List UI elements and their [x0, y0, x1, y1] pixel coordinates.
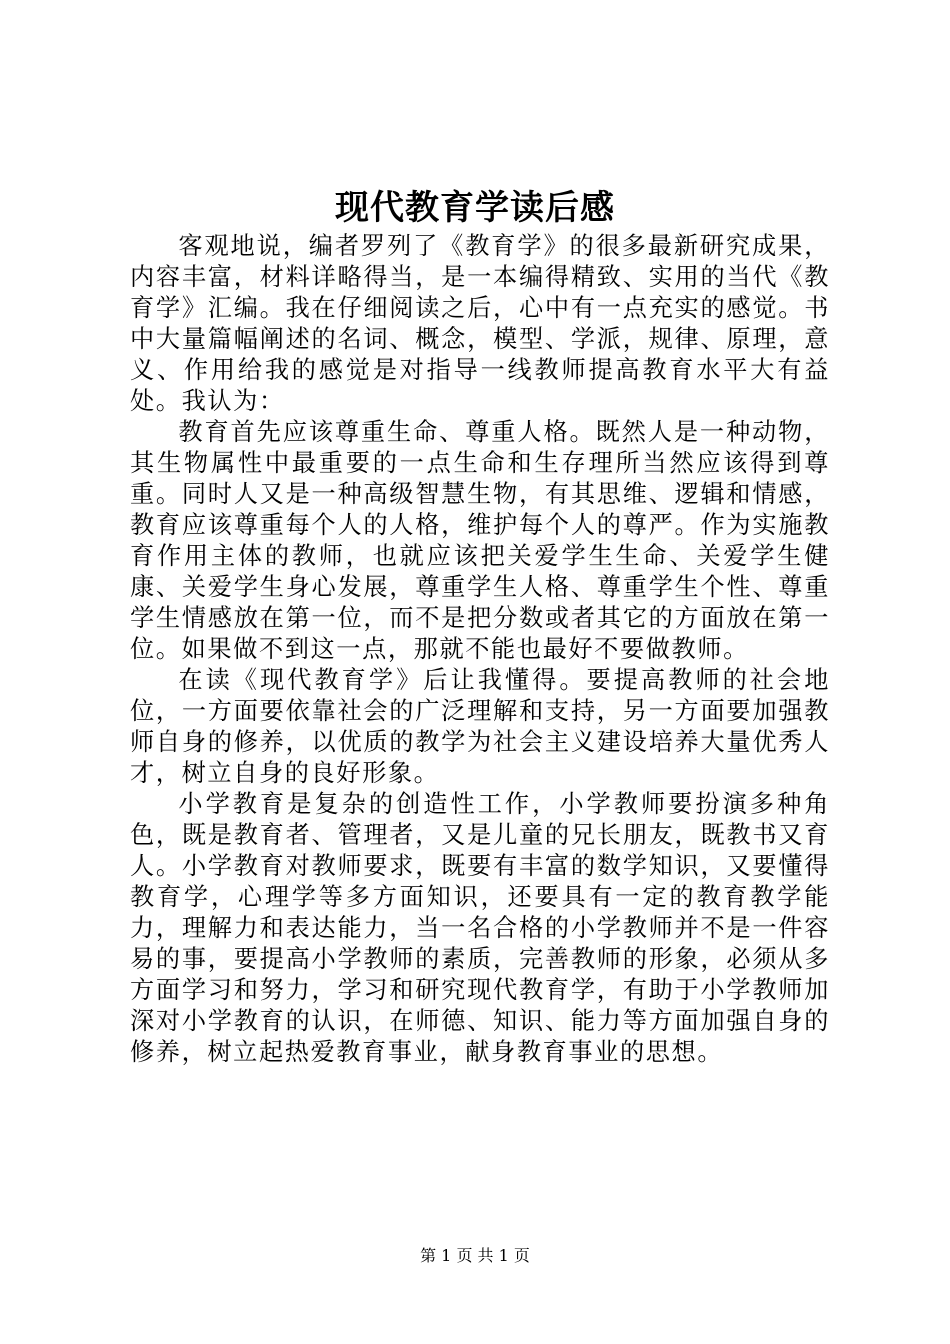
paragraph-4: 小学教育是复杂的创造性工作，小学教师要扮演多种角色，既是教育者、管理者，又是儿童的兄长朋友，既教书又育人。小学教育对教师要求，既要有丰富的数学知识，又要懂得教育学，心理学等多方面知识，还要具有一定的教育教学能力，理解力和表达能力，当一名合格的小学教师并不是一件容易的事，要提高小学教师的素质，完善教师的形象，必须从多方面学习和努力，学习和研究现代教育学，有助于小学教师加深对小学教育的认识，在师德、知识、能力等方面加强自身的修养，树立起热爱教育事业，献身教育事业的思想。	[130, 790, 830, 1066]
paragraph-1: 客观地说，编者罗列了《教育学》的很多最新研究成果，内容丰富，材料详略得当，是一本编得精致、实用的当代《教育学》汇编。我在仔细阅读之后，心中有一点充实的感觉。书中大量篇幅阐述的名词、概念，模型、学派，规律、原理，意义、作用给我的感觉是对指导一线教师提高教育水平大有益处。我认为：	[130, 232, 830, 415]
paragraph-2: 教育首先应该尊重生命、尊重人格。既然人是一种动物，其生物属性中最重要的一点生命和生存理所当然应该得到尊重。同时人又是一种高级智慧生物，有其思维、逻辑和情感，教育应该尊重每个人的人格，维护每个人的尊严。作为实施教育作用主体的教师，也就应该把关爱学生生命、关爱学生健康、关爱学生身心发展，尊重学生人格、尊重学生个性、尊重学生情感放在第一位，而不是把分数或者其它的方面放在第一位。如果做不到这一点，那就不能也最好不要做教师。	[130, 418, 830, 663]
document-body	[130, 231, 830, 1068]
document-title: 现代教育学读后感	[335, 188, 615, 228]
paragraph-3: 在读《现代教育学》后让我懂得。要提高教师的社会地位，一方面要依靠社会的广泛理解和支持，另一方面要加强教师自身的修养，以优质的教学为社会主义建设培养大量优秀人才，树立自身的良好形象。	[130, 666, 830, 787]
page-footer: 第 1 页 共 1 页	[420, 1246, 530, 1265]
